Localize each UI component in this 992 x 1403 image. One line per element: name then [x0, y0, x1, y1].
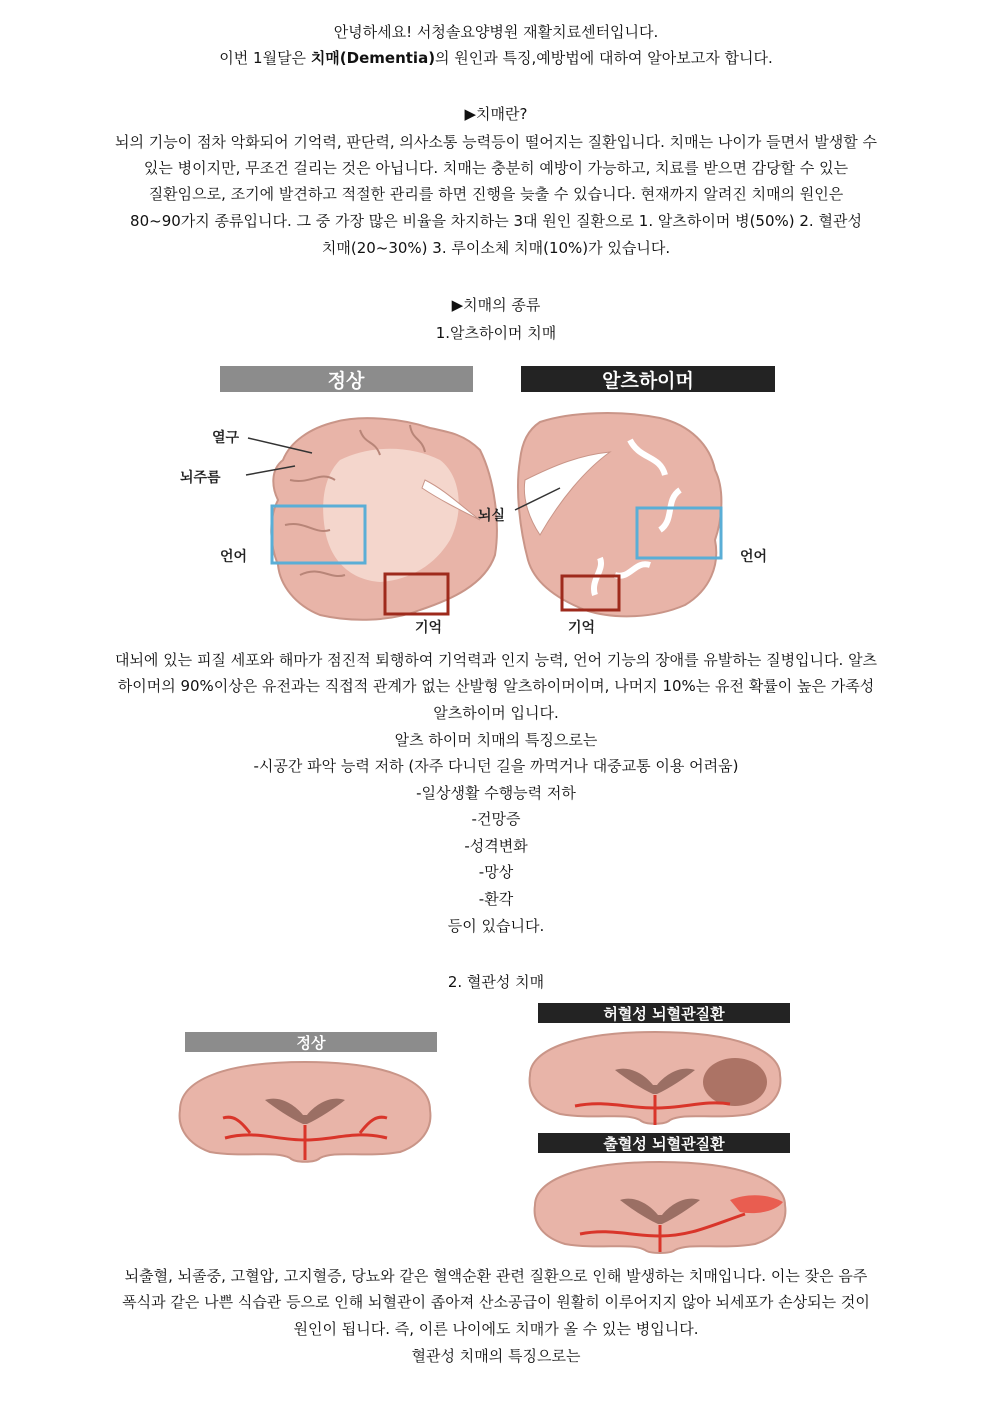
memory-label-left: 기억: [415, 620, 443, 636]
vascular-features-intro: 혈관성 치매의 특징으로는: [411, 1347, 581, 1365]
vascular-line: 원인이 됩니다. 즉, 이른 나이에도 치매가 올 수 있는 병입니다.: [293, 1320, 699, 1338]
alz-feature: -환각: [478, 890, 514, 908]
vascular-normal-label: 정상: [296, 1034, 326, 1052]
alz-feature: -시공간 파악 능력 저하 (자주 다니던 길을 까먹거나 대중교통 이용 어려움): [253, 757, 739, 775]
alz-feature: -일상생활 수행능력 저하: [416, 784, 576, 802]
alz-feature: -망상: [478, 863, 514, 881]
alz-features-end: 등이 있습니다.: [447, 917, 545, 935]
intro-greeting: 안녕하세요! 서청솔요양병원 재활치료센터입니다.: [333, 23, 659, 41]
what-line: 질환임으로, 조기에 발견하고 적절한 관리를 하면 진행을 늦출 수 있습니다. 현재까지 알려진 치매의 원인은: [148, 185, 844, 203]
memory-label-right: 기억: [568, 620, 596, 636]
alzheimer-label: 알츠하이머: [602, 370, 694, 392]
vascular-heading: 2. 혈관성 치매: [447, 973, 545, 991]
vascular-line: 폭식과 같은 나쁜 식습관 등으로 인해 뇌혈관이 좁아져 산소공급이 원활히 이루어지지 않아 뇌세포가 손상되는 것이: [122, 1293, 870, 1311]
types-heading: ▶치매의 종류: [451, 296, 541, 314]
intro-topic: [0, 48, 992, 68]
alz-line: 알츠하이머 입니다.: [433, 704, 559, 722]
types-sub-alzheimer: 1.알츠하이머 치매: [435, 324, 557, 342]
alz-feature: -성격변화: [464, 837, 528, 855]
what-heading: ▶치매란?: [464, 105, 528, 123]
alz-line: 대뇌에 있는 피질 세포와 해마가 점진적 퇴행하여 기억력과 인지 능력, 언어 기능의 장애를 유발하는 질병입니다. 알츠: [114, 651, 878, 669]
intro-topic-post: 의 원인과 특징,예방법에 대하여 알아보고자 합니다.: [435, 49, 773, 67]
what-line: 80~90가지 종류입니다. 그 중 가장 많은 비율을 차지하는 3대 원인 질환으로 1. 알츠하이머 병(50%) 2. 혈관성: [130, 212, 862, 230]
vascular-line: 뇌출혈, 뇌졸중, 고혈압, 고지혈증, 당뇨와 같은 혈액순환 관련 질환으로 인해 발생하는 치매입니다. 이는 잦은 음주: [124, 1267, 868, 1285]
what-line: 뇌의 기능이 점차 악화되어 기억력, 판단력, 의사소통 능력등이 떨어지는 질환입니다. 치매는 나이가 들면서 발생할 수: [114, 133, 878, 151]
ischemic-damage-area: [703, 1058, 767, 1106]
ventricle-label: 뇌실: [478, 508, 506, 524]
gyrus-label: 뇌주름: [180, 470, 221, 486]
vascular-brain-figure: [155, 1000, 815, 1255]
alz-features-intro: 알츠 하이머 치매의 특징으로는: [394, 731, 598, 749]
language-label-left: 언어: [220, 549, 248, 565]
intro-topic-pre: 이번 1월달은: [219, 49, 311, 67]
language-label-right: 언어: [740, 549, 768, 565]
fissure-label: 열구: [212, 430, 240, 446]
intro-topic-bold: 치매(Dementia): [310, 49, 436, 67]
ischemic-label: 허혈성 뇌혈관질환: [603, 1005, 725, 1023]
alz-feature: -건망증: [471, 810, 521, 828]
alz-line: 하이머의 90%이상은 유전과는 직접적 관계가 없는 산발형 알츠하이머이며, 나머지 10%는 유전 확률이 높은 가족성: [117, 677, 875, 695]
normal-label: 정상: [327, 370, 365, 392]
what-line: 치매(20~30%) 3. 루이소체 치매(10%)가 있습니다.: [321, 239, 671, 257]
alzheimer-brain-figure: [160, 360, 840, 645]
what-line: 있는 병이지만, 무조건 걸리는 것은 아닙니다. 치매는 충분히 예방이 가능하고, 치료를 받으면 감당할 수 있는: [143, 159, 849, 177]
hemorrhagic-label: 출혈성 뇌혈관질환: [603, 1135, 725, 1153]
